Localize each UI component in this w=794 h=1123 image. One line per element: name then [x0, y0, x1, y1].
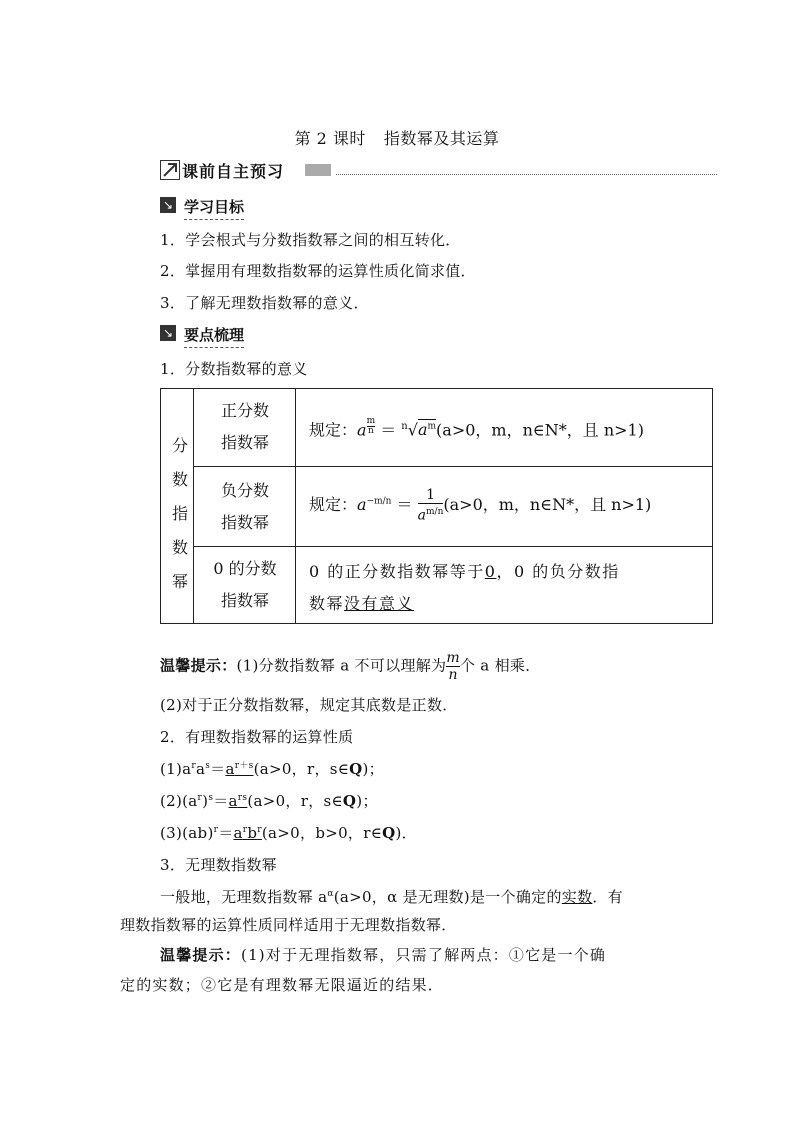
- tip1-part2: (2)对于正分数指数幂，规定其底数是正数．: [160, 696, 458, 714]
- negative-rule: 规定：$a^{-m/n}$ ＝ $\frac{1}{a^{m/n}}$ (a>0，m，n∈N*，且 n>1): [309, 487, 652, 524]
- section-decoration: [305, 164, 331, 176]
- tip2: 温馨提示：(1)对于无理指数幂，只需了解两点：①它是一个确: [160, 946, 607, 964]
- positive-rule: 规定：a $^{\frac{m}{n}}$ ＝ $^n√a^m(a>0$，m，n∈N*，且 n>1): [309, 416, 644, 440]
- irrational-paragraph-cont: 理数指数幂的运算性质同样适用于无理数指数幂．: [120, 916, 457, 934]
- goal-item: 1．学会根式与分数指数幂之间的相互转化．: [160, 231, 461, 249]
- zero-rule-cont: 数幂没有意义: [309, 594, 415, 613]
- property-3: $(3)(ab)^r=a^rb^r(a>0$，b>0，r∈Q)．: [160, 824, 417, 842]
- goal-item: 3．了解无理数指数幂的意义．: [160, 294, 369, 312]
- section-divider: [336, 174, 717, 175]
- page-title: [0, 126, 794, 149]
- goals-heading: 学习目标: [184, 196, 244, 220]
- property-2: $(2)(a^r)^s=a^{rs}(a>0$，r，s∈Q)；: [160, 792, 378, 810]
- arrow-icon: ↘: [160, 197, 176, 213]
- corner-arrow-icon: [160, 160, 180, 180]
- lesson-topic: 指数幂及其运算: [383, 129, 500, 148]
- irrational-paragraph: 一般地，无理数指数幂 $a^\alpha(a>0$，α 是无理数)是一个确定的实数．有: [160, 888, 623, 906]
- fraction-exponent-table: [160, 388, 713, 624]
- tip2-cont: 定的实数；②它是有理数幂无限逼近的结果．: [120, 976, 445, 994]
- property-1: $(1)a^ra^s=a^{r+s}(a>0$，r，s∈Q)；: [160, 760, 384, 778]
- row-name: 正分数 指数幂: [220, 401, 269, 452]
- item1-heading: 1．分数指数幂的意义: [160, 360, 308, 378]
- goal-item: 2．掌握用有理数指数幂的运算性质化简求值．: [160, 262, 476, 280]
- section-header: [160, 160, 717, 180]
- tip1: 温馨提示：(1)分数指数幂 a 不可以理解为 $\frac{m}{n}$ 个 a 相乘．: [160, 650, 541, 683]
- row-name: 负分数 指数幂: [220, 481, 269, 532]
- points-heading: 要点梳理: [184, 324, 244, 348]
- section-label: 课前自主预习: [182, 162, 285, 181]
- row-name: 0 的分数 指数幂: [213, 559, 277, 610]
- arrow-icon: ↘: [160, 325, 176, 341]
- lesson-number: 第 2 课时: [294, 129, 366, 148]
- table-side-label: 分 数 指 数 幂: [171, 436, 188, 591]
- zero-rule: 0 的正分数指数幂等于0，0 的负分数指: [309, 562, 620, 581]
- item2-heading: 2．有理数指数幂的运算性质: [160, 728, 354, 746]
- item3-heading: 3．无理数指数幂: [160, 856, 277, 874]
